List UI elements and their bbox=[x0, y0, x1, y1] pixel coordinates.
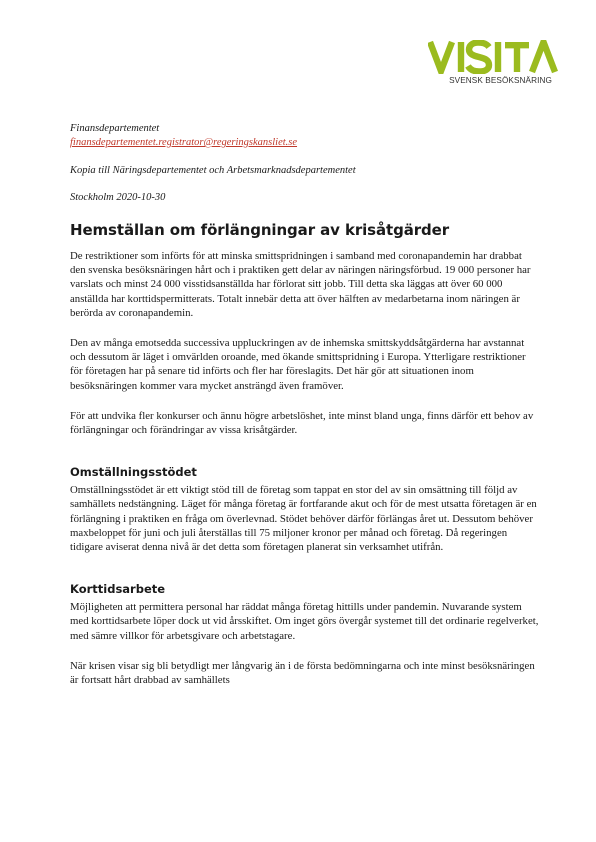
recipient-name: Finansdepartementet bbox=[70, 123, 160, 134]
visita-wordmark-icon bbox=[428, 40, 558, 74]
section-2-paragraph-1: Möjligheten att permittera personal har räddat många företag hittills under pandemin. Nuvarande system med korttidsarbete löper dock ut vid årsskiftet. Om inget görs övergår systemet till det ordinarie regelverket, med sämre villkor för arbetsgivare och arbetstagare. bbox=[70, 601, 539, 642]
place-date: Stockholm 2020-10-30 bbox=[70, 192, 166, 203]
intro-paragraph-1: De restriktioner som införts för att minska smittspridningen i samband med coronapandemin har drabbat den svenska besöksnäringen hårt och i praktiken gett delar av näringen näringsförbud. 19 000 personer har varslats och minst 24 000 visstidsanställda har förlorat sitt jobb. Till detta ska läggas att över 60 000 anställda har korttidspermitterats. Totalt innebär detta att över hälften av medarbetarna inom näringen är berörda av coronapandemin. bbox=[70, 250, 531, 319]
intro-paragraph-2: Den av många emotsedda successiva uppluckringen av de inhemska smittskyddsåtgärderna har avstannat och dessutom är läget i omvärlden oroande, med ökande smittspridning i Europa. Ytterligare restriktioner för företagen har på senare tid införts och fler har föreslagits. Det här gör att situationen inom besöksnäringen kommer vara mycket ansträngd även framöver. bbox=[70, 337, 526, 392]
section-heading-korttidsarbete: Korttidsarbete bbox=[70, 582, 166, 597]
section-heading-omstallningsstodet: Omställningsstödet bbox=[70, 465, 197, 480]
letter-body bbox=[70, 122, 540, 703]
copy-to-line: Kopia till Näringsdepartementet och Arbetsmarknadsdepartementet bbox=[70, 165, 356, 176]
section-2-paragraph-2: När krisen visar sig bli betydligt mer långvarig än i de första bedömningarna och inte minst besöksnäringen är fortsatt hårt drabbad av samhällets bbox=[70, 659, 535, 687]
section-1-paragraph-1: Omställningsstödet är ett viktigt stöd till de företag som tappat en stor del av sin omsättning till följd av samhällets nedstängning. Läget för många företag är fortfarande akut och för de mest utsatta företagen är en förlängning i praktiken en fråga om överlevnad. Stödet behöver därför förlängas året ut. Dessutom behöver maxbeloppet för juni och juli återställas till 75 miljoner kronor per månad och företag. Då regeringen tidigare aviserat denna nivå är det detta som företagen planerat sin verksamhet utifrån. bbox=[70, 484, 537, 554]
recipient-email-link[interactable]: finansdepartementet.registrator@regeringskansliet.se bbox=[70, 137, 298, 148]
intro-paragraph-3: För att undvika fler konkurser och ännu högre arbetslöshet, inte minst bland unga, finns därför ett behov av förlängningar och förändringar av vissa krisåtgärder. bbox=[70, 409, 534, 437]
recipient-email-line bbox=[70, 136, 540, 150]
visita-logo bbox=[428, 40, 558, 85]
logo-tagline: SVENSK BESÖKSNÄRING bbox=[449, 76, 552, 85]
letter-title: Hemställan om förlängningar av krisåtgärder bbox=[70, 221, 450, 239]
